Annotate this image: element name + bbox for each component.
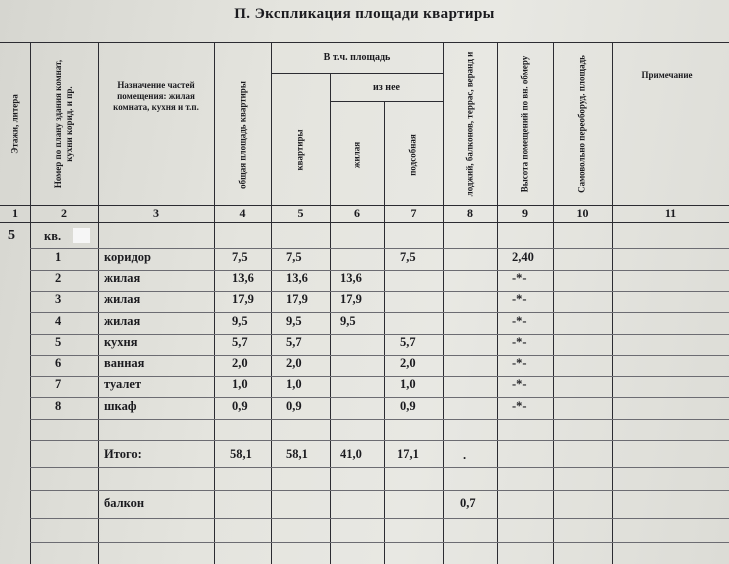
- balcony-label: балкон: [104, 496, 145, 510]
- room-total-area: 0,9: [232, 399, 248, 413]
- col-line: [214, 42, 215, 564]
- room-number: 3: [55, 292, 62, 306]
- row-line: [30, 248, 729, 249]
- room-total-area: 2,0: [232, 356, 248, 370]
- column-number: 3: [153, 206, 159, 220]
- header-apartment-area: квартиры: [294, 129, 305, 171]
- room-total-area: 9,5: [232, 314, 248, 328]
- room-total-area: 17,9: [232, 292, 254, 306]
- floor-number: 5: [8, 228, 15, 243]
- room-auxiliary-area: 7,5: [400, 250, 416, 264]
- column-number: 5: [297, 206, 304, 220]
- row-line: [30, 518, 729, 519]
- row-line: [30, 467, 729, 468]
- total-living-area: 41,0: [340, 447, 362, 461]
- row-line: [30, 542, 729, 543]
- total-balcony-area: .: [463, 448, 467, 462]
- column-number: 10: [576, 206, 589, 220]
- total-apartment-area: 58,1: [286, 447, 308, 461]
- header-subgroup: из нее: [373, 82, 400, 93]
- room-purpose: шкаф: [104, 399, 137, 413]
- column-number: 4: [239, 206, 246, 220]
- col-line: [612, 42, 613, 564]
- room-auxiliary-area: 1,0: [400, 377, 416, 391]
- room-living-area: 17,9: [340, 292, 362, 306]
- room-height: -*-: [512, 314, 527, 328]
- header-note: Примечание: [641, 70, 693, 80]
- col-line: [443, 42, 444, 564]
- room-auxiliary-area: 5,7: [400, 335, 416, 349]
- total-label: Итого:: [104, 447, 142, 461]
- column-number: 2: [61, 206, 67, 220]
- room-number: 1: [55, 250, 62, 264]
- row-line: [30, 419, 729, 420]
- col-line: [384, 101, 385, 564]
- room-height: -*-: [512, 335, 527, 349]
- room-auxiliary-area: 2,0: [400, 356, 416, 370]
- row-line: [30, 440, 729, 441]
- balcony-area: 0,7: [460, 496, 476, 510]
- column-number: 9: [522, 206, 528, 220]
- room-living-area: 9,5: [340, 314, 356, 328]
- header-unauthorized-area: Самовольно переоборуд. площадь: [576, 55, 587, 193]
- header-total-area: общая площадь квартиры: [237, 81, 248, 189]
- header-floor: Этажи, литера: [9, 94, 20, 154]
- header-living-area: жилая: [351, 141, 362, 169]
- room-number: 5: [55, 335, 62, 349]
- column-number: 11: [664, 206, 677, 220]
- room-height: -*-: [512, 271, 527, 285]
- room-number: 4: [55, 314, 62, 328]
- apartment-label: кв.: [44, 229, 62, 243]
- redacted-apartment-number: [73, 228, 90, 243]
- room-height: -*-: [512, 356, 527, 370]
- column-number: 6: [354, 206, 360, 220]
- room-height: -*-: [512, 292, 527, 306]
- room-apartment-area: 0,9: [286, 399, 302, 413]
- header-balcony-area: лоджий, балконов, террас, веранд и: [464, 51, 475, 197]
- col-line: [30, 42, 31, 564]
- total-total-area: 58,1: [230, 447, 252, 461]
- room-total-area: 13,6: [232, 271, 254, 285]
- room-height: -*-: [512, 377, 527, 391]
- room-purpose: жилая: [104, 292, 141, 306]
- room-apartment-area: 17,9: [286, 292, 308, 306]
- room-apartment-area: 5,7: [286, 335, 302, 349]
- row-line: [30, 397, 729, 398]
- room-living-area: 13,6: [340, 271, 362, 285]
- room-purpose: туалет: [104, 377, 142, 391]
- room-purpose: коридор: [104, 250, 151, 264]
- header-purpose: Назначение частей помещения: жилая комната, кухня и т.п.: [113, 80, 199, 112]
- room-height: 2,40: [512, 250, 534, 264]
- room-apartment-area: 2,0: [286, 356, 302, 370]
- col-line: [271, 42, 272, 564]
- room-number: 8: [55, 399, 62, 413]
- room-total-area: 5,7: [232, 335, 248, 349]
- room-number: 2: [55, 271, 62, 285]
- column-number: 7: [410, 206, 417, 220]
- col-line: [553, 42, 554, 564]
- column-number: 8: [467, 206, 473, 220]
- room-total-area: 7,5: [232, 250, 248, 264]
- room-number: 6: [55, 356, 62, 370]
- room-apartment-area: 9,5: [286, 314, 302, 328]
- room-purpose: кухня: [104, 335, 138, 349]
- row-line: [30, 490, 729, 491]
- header-height: Высота помещений по вн. обмеру: [519, 55, 530, 193]
- room-purpose: жилая: [104, 314, 141, 328]
- room-number: 7: [55, 377, 62, 391]
- col-line: [497, 42, 498, 564]
- header-group-area: В т.ч. площадь: [323, 52, 391, 63]
- column-numbers-bottom-border: [0, 222, 729, 223]
- room-total-area: 1,0: [232, 377, 248, 391]
- table-top-border: [0, 42, 729, 43]
- room-auxiliary-area: 0,9: [400, 399, 416, 413]
- total-auxiliary-area: 17,1: [397, 447, 419, 461]
- room-apartment-area: 13,6: [286, 271, 308, 285]
- column-number: 1: [12, 206, 18, 220]
- room-apartment-area: 7,5: [286, 250, 302, 264]
- subgroup-header-line: [330, 101, 443, 102]
- col-line: [98, 42, 99, 564]
- group-header-line: [271, 73, 443, 74]
- header-room-number: Номер по плану здания комнат, кухни корид. и пр.: [53, 59, 74, 189]
- header-auxiliary-area: подсобная: [407, 134, 418, 176]
- row-line: [30, 312, 729, 313]
- room-purpose: ванная: [104, 356, 145, 370]
- room-height: -*-: [512, 399, 527, 413]
- room-apartment-area: 1,0: [286, 377, 302, 391]
- room-purpose: жилая: [104, 271, 141, 285]
- document-title: П. Экспликация площади квартиры: [234, 6, 495, 22]
